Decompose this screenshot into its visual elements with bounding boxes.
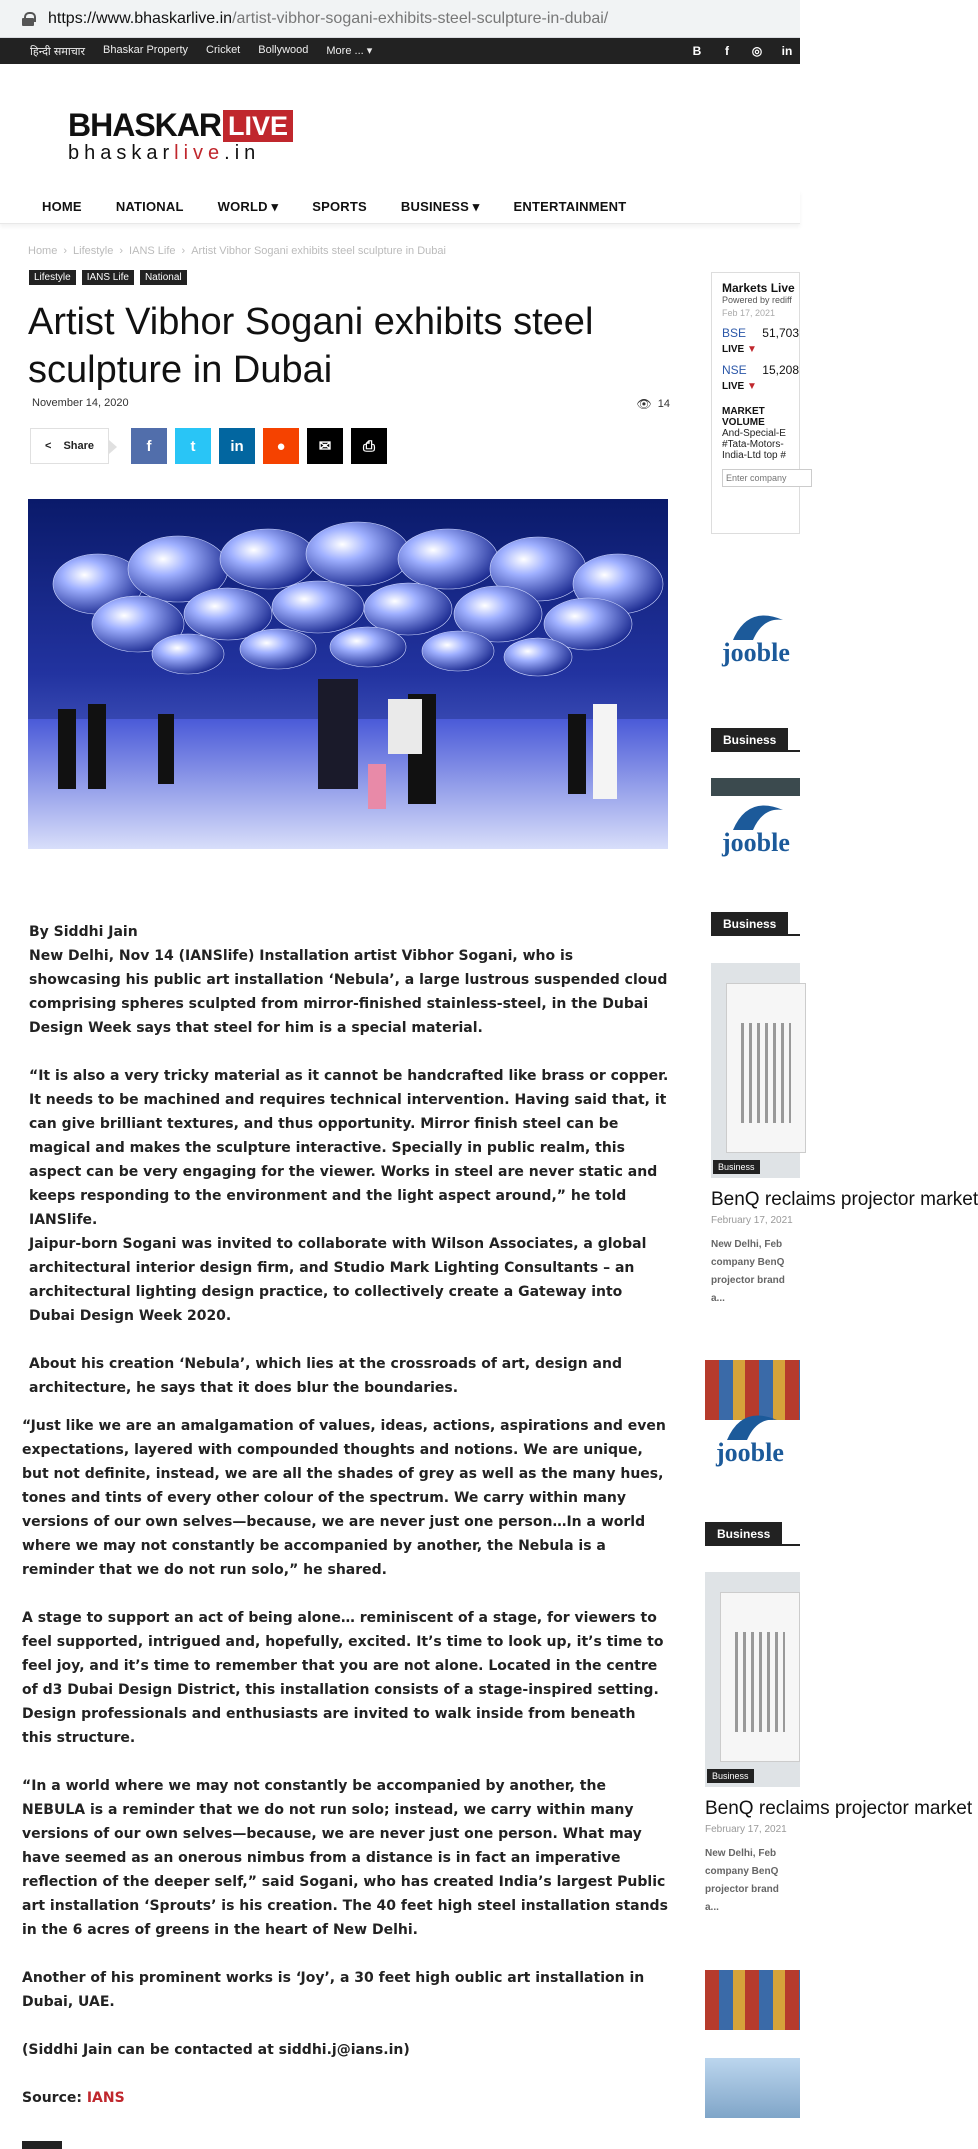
crumb-sep: › xyxy=(119,245,124,257)
crumb-sep: › xyxy=(181,245,186,257)
jooble-ad[interactable] xyxy=(718,790,800,870)
mail-share-icon[interactable]: ✉ xyxy=(307,428,343,464)
card-excerpt: company BenQ xyxy=(711,1257,785,1268)
hero-image xyxy=(28,499,668,849)
instagram-icon[interactable]: ◎ xyxy=(751,44,763,58)
paragraph-5: “Just like we are an amalgamation of values, ideas, actions, aspirations and even expectations, layered with compounded thoughts and notions. We are unique, but not definite, instead, we are all the shades of grey as well as the many hues, tones and tints of every other colour of the spectrum. We carry within many versions of our own selves—because, we are never just one person…In a world where we may not constantly be accompanied by another, the Nebula is a reminder that we do not run solo,” he shared. xyxy=(22,1418,666,1578)
site-logo[interactable] xyxy=(68,107,293,165)
reddit-share-icon[interactable]: ● xyxy=(263,428,299,464)
view-count xyxy=(637,397,670,411)
top-links xyxy=(30,44,372,59)
card-title[interactable]: BenQ reclaims projector market xyxy=(711,1189,978,1210)
card-badge[interactable]: Business xyxy=(707,1769,754,1783)
paragraph-6: A stage to support an act of being alone… reminiscent of a stage, for viewers to feel supported, intrigued and, hopefully, excited. It’s time to look up, it’s time to feel joy, and it’s time to remember that you are not alone. Located in the centre of d3 Dubai Design District, this installation consists of a stage-inspired setting. Design professionals and enthusiasts are invited to walk inside from beneath this structure. xyxy=(22,1610,664,1746)
address-bar[interactable] xyxy=(0,0,800,38)
lock-icon xyxy=(22,12,34,26)
url-text[interactable] xyxy=(48,10,608,28)
linkedin-share-icon[interactable]: in xyxy=(219,428,255,464)
tag-national[interactable]: National xyxy=(140,270,187,285)
crumb-ians-life[interactable]: IANS Life xyxy=(129,245,176,257)
social-icons xyxy=(690,44,800,58)
top-link-more[interactable]: More ... ▾ xyxy=(326,44,373,57)
paragraph-3: Jaipur-born Sogani was invited to collaborate with Wilson Associates, a global architectural interior design firm, and Studio Mark Lighting Consultants – an architectural lighting design practice, to collectively create a Gateway into Dubai Design Week 2020. xyxy=(29,1236,647,1324)
bse-value: 51,703 xyxy=(762,326,799,340)
nse-live: LIVE xyxy=(722,381,745,392)
section-label[interactable]: Business xyxy=(705,1522,782,1546)
blogger-icon[interactable]: B xyxy=(692,44,702,58)
section-label[interactable]: Business xyxy=(711,728,788,752)
nav-sports[interactable]: SPORTS xyxy=(312,199,367,214)
url-host: https://www.bhaskarlive.in xyxy=(48,9,233,27)
markets-widget xyxy=(711,272,800,534)
facebook-share-icon[interactable]: f xyxy=(131,428,167,464)
markets-title: Markets Live xyxy=(722,281,795,295)
section-label[interactable]: Business xyxy=(711,912,788,936)
card-title[interactable]: BenQ reclaims projector market xyxy=(705,1798,973,1819)
article-date: November 14, 2020 xyxy=(32,397,129,409)
facebook-icon[interactable]: f xyxy=(725,44,729,58)
markets-powered: Powered by rediff xyxy=(722,295,792,305)
projector-image xyxy=(705,1572,800,1787)
main-nav xyxy=(0,190,800,224)
logo-sub-a: bhaskar xyxy=(68,142,175,164)
down-arrow-icon: ▼ xyxy=(747,381,757,392)
source-line xyxy=(22,2086,670,2110)
footer-bar xyxy=(22,2141,62,2149)
source-link[interactable]: IANS xyxy=(86,2090,125,2106)
paragraph-4: About his creation ‘Nebula’, which lies at the crossroads of art, design and architecture, he says that it does blur the boundaries. xyxy=(29,1356,622,1396)
market-volume-title: MARKET VOLUME xyxy=(722,406,765,428)
card-excerpt: company BenQ xyxy=(705,1866,779,1877)
jooble-text: jooble xyxy=(716,1438,784,1467)
business-section-header xyxy=(711,912,800,936)
logo-sub-c: .in xyxy=(224,142,261,164)
crumb-current: Artist Vibhor Sogani exhibits steel sculpture in Dubai xyxy=(191,245,446,257)
tag-ians-life[interactable]: IANS Life xyxy=(82,270,134,285)
business-section-header xyxy=(705,1522,800,1546)
card-excerpt: New Delhi, Feb xyxy=(711,1239,783,1250)
jooble-text: jooble xyxy=(722,828,790,857)
nav-national[interactable]: NATIONAL xyxy=(115,199,184,214)
jooble-ad[interactable] xyxy=(718,600,800,680)
tag-lifestyle[interactable]: Lifestyle xyxy=(29,270,76,285)
top-link-cricket[interactable]: Cricket xyxy=(206,43,241,56)
share-icon: < xyxy=(45,440,52,452)
bse-live: LIVE xyxy=(722,344,745,355)
breadcrumb xyxy=(28,245,452,257)
paragraph-8: Another of his prominent works is ‘Joy’, a 30 feet high oublic art installation in Dubai, UAE. xyxy=(22,1970,645,2010)
container-thumbnail[interactable] xyxy=(705,1970,800,2030)
projector-image xyxy=(711,963,800,1178)
markets-date: Feb 17, 2021 xyxy=(722,308,776,318)
paragraph-2: “It is also a very tricky material as it cannot be handcrafted like brass or copper. It needs to be machined and requires technical intervention. Having said that, it can give brilliant textures, and thus opportunity. Mirror finish steel can be magical and makes the sculpture interactive. Specially in public realm, this aspect can be very engaging for the viewer. Works in steel are never static and keeps responding to the environment and the light aspect around,” he told IANSlife. xyxy=(29,1068,669,1228)
bse-label[interactable]: BSE xyxy=(722,326,747,340)
crumb-sep: › xyxy=(63,245,68,257)
url-path: /artist-vibhor-sogani-exhibits-steel-sculpture-in-dubai/ xyxy=(232,9,609,27)
company-search-input[interactable] xyxy=(722,469,812,487)
nse-value: 15,208 xyxy=(762,363,799,377)
volume-line[interactable]: And-Special-E xyxy=(722,428,786,439)
logo-sub-b: live xyxy=(174,142,225,164)
card-badge[interactable]: Business xyxy=(713,1160,760,1174)
eye-icon: 👁 xyxy=(636,397,652,411)
nav-home[interactable]: HOME xyxy=(42,199,82,214)
sidebar-news-card[interactable] xyxy=(705,1572,973,1917)
jooble-text: jooble xyxy=(722,638,790,667)
paragraph-7: “In a world where we may not constantly be accompanied by another, the NEBULA is a reminder that we do not run solo; instead, we carry within many versions of our own selves—because, we are never just one person. What may have seemed as an onerous nimbus from a distance is in fact an imperative reflection of the deeper self,” said Sogani, who has created India’s largest Public art installation ‘Sprouts’ is his creation. The 40 feet high steel installation stands in the 6 acres of greens in the heart of New Delhi. xyxy=(22,1778,668,1938)
jooble-ad[interactable] xyxy=(712,1400,794,1480)
category-tags xyxy=(29,270,187,285)
top-bar xyxy=(0,38,800,64)
contact-note: (Siddhi Jain can be contacted at siddhi.j@ians.in) xyxy=(22,2042,410,2058)
nse-label[interactable]: NSE xyxy=(722,363,747,377)
paragraph-1: New Delhi, Nov 14 (IANSlife) Installation artist Vibhor Sogani, who is showcasing his public art installation ‘Nebula’, a large lustrous suspended cloud comprising spheres sculpted from mirror-finished stainless-steel, in the Dubai Design Week says that steel for him is a special material. xyxy=(29,948,668,1036)
view-count-value: 14 xyxy=(657,398,670,410)
twitter-share-icon[interactable]: t xyxy=(175,428,211,464)
article-meta xyxy=(32,397,670,411)
street-thumbnail[interactable] xyxy=(705,2058,800,2118)
share-button[interactable] xyxy=(30,428,109,464)
down-arrow-icon: ▼ xyxy=(747,344,757,355)
article-title: Artist Vibhor Sogani exhibits steel sculpture in Dubai xyxy=(28,301,594,391)
share-bar xyxy=(30,428,387,464)
logo-brand: BHASKAR xyxy=(68,107,221,143)
sculpture-photo xyxy=(28,499,668,849)
nav-entertainment[interactable]: ENTERTAINMENT xyxy=(513,199,627,214)
share-label: Share xyxy=(63,440,95,452)
card-excerpt: a... xyxy=(705,1902,719,1913)
volume-line[interactable]: #Tata-Motors- xyxy=(722,439,784,450)
sidebar-news-card[interactable] xyxy=(711,963,978,1308)
top-link-property[interactable]: Bhaskar Property xyxy=(103,43,189,56)
print-share-icon[interactable]: ⎙ xyxy=(351,428,387,464)
volume-line[interactable]: India-Ltd top # xyxy=(722,450,786,461)
crumb-lifestyle[interactable]: Lifestyle xyxy=(73,245,114,257)
card-excerpt: projector brand xyxy=(711,1275,785,1286)
byline: By Siddhi Jain xyxy=(29,924,138,940)
nav-business[interactable]: BUSINESS ▾ xyxy=(400,198,480,214)
card-excerpt: projector brand xyxy=(705,1884,779,1895)
source-label: Source: xyxy=(22,2090,87,2106)
business-section-header xyxy=(711,728,800,752)
card-excerpt: a... xyxy=(711,1293,725,1304)
nav-world[interactable]: WORLD ▾ xyxy=(217,198,279,214)
linkedin-icon[interactable]: in xyxy=(781,44,793,58)
top-link-bollywood[interactable]: Bollywood xyxy=(258,43,309,56)
logo-live: LIVE xyxy=(223,110,293,142)
top-link-hindi[interactable]: हिन्दी समाचार xyxy=(30,45,86,58)
card-date: February 17, 2021 xyxy=(711,1215,793,1226)
crumb-home[interactable]: Home xyxy=(28,245,58,257)
card-date: February 17, 2021 xyxy=(705,1824,787,1835)
card-excerpt: New Delhi, Feb xyxy=(705,1848,777,1859)
